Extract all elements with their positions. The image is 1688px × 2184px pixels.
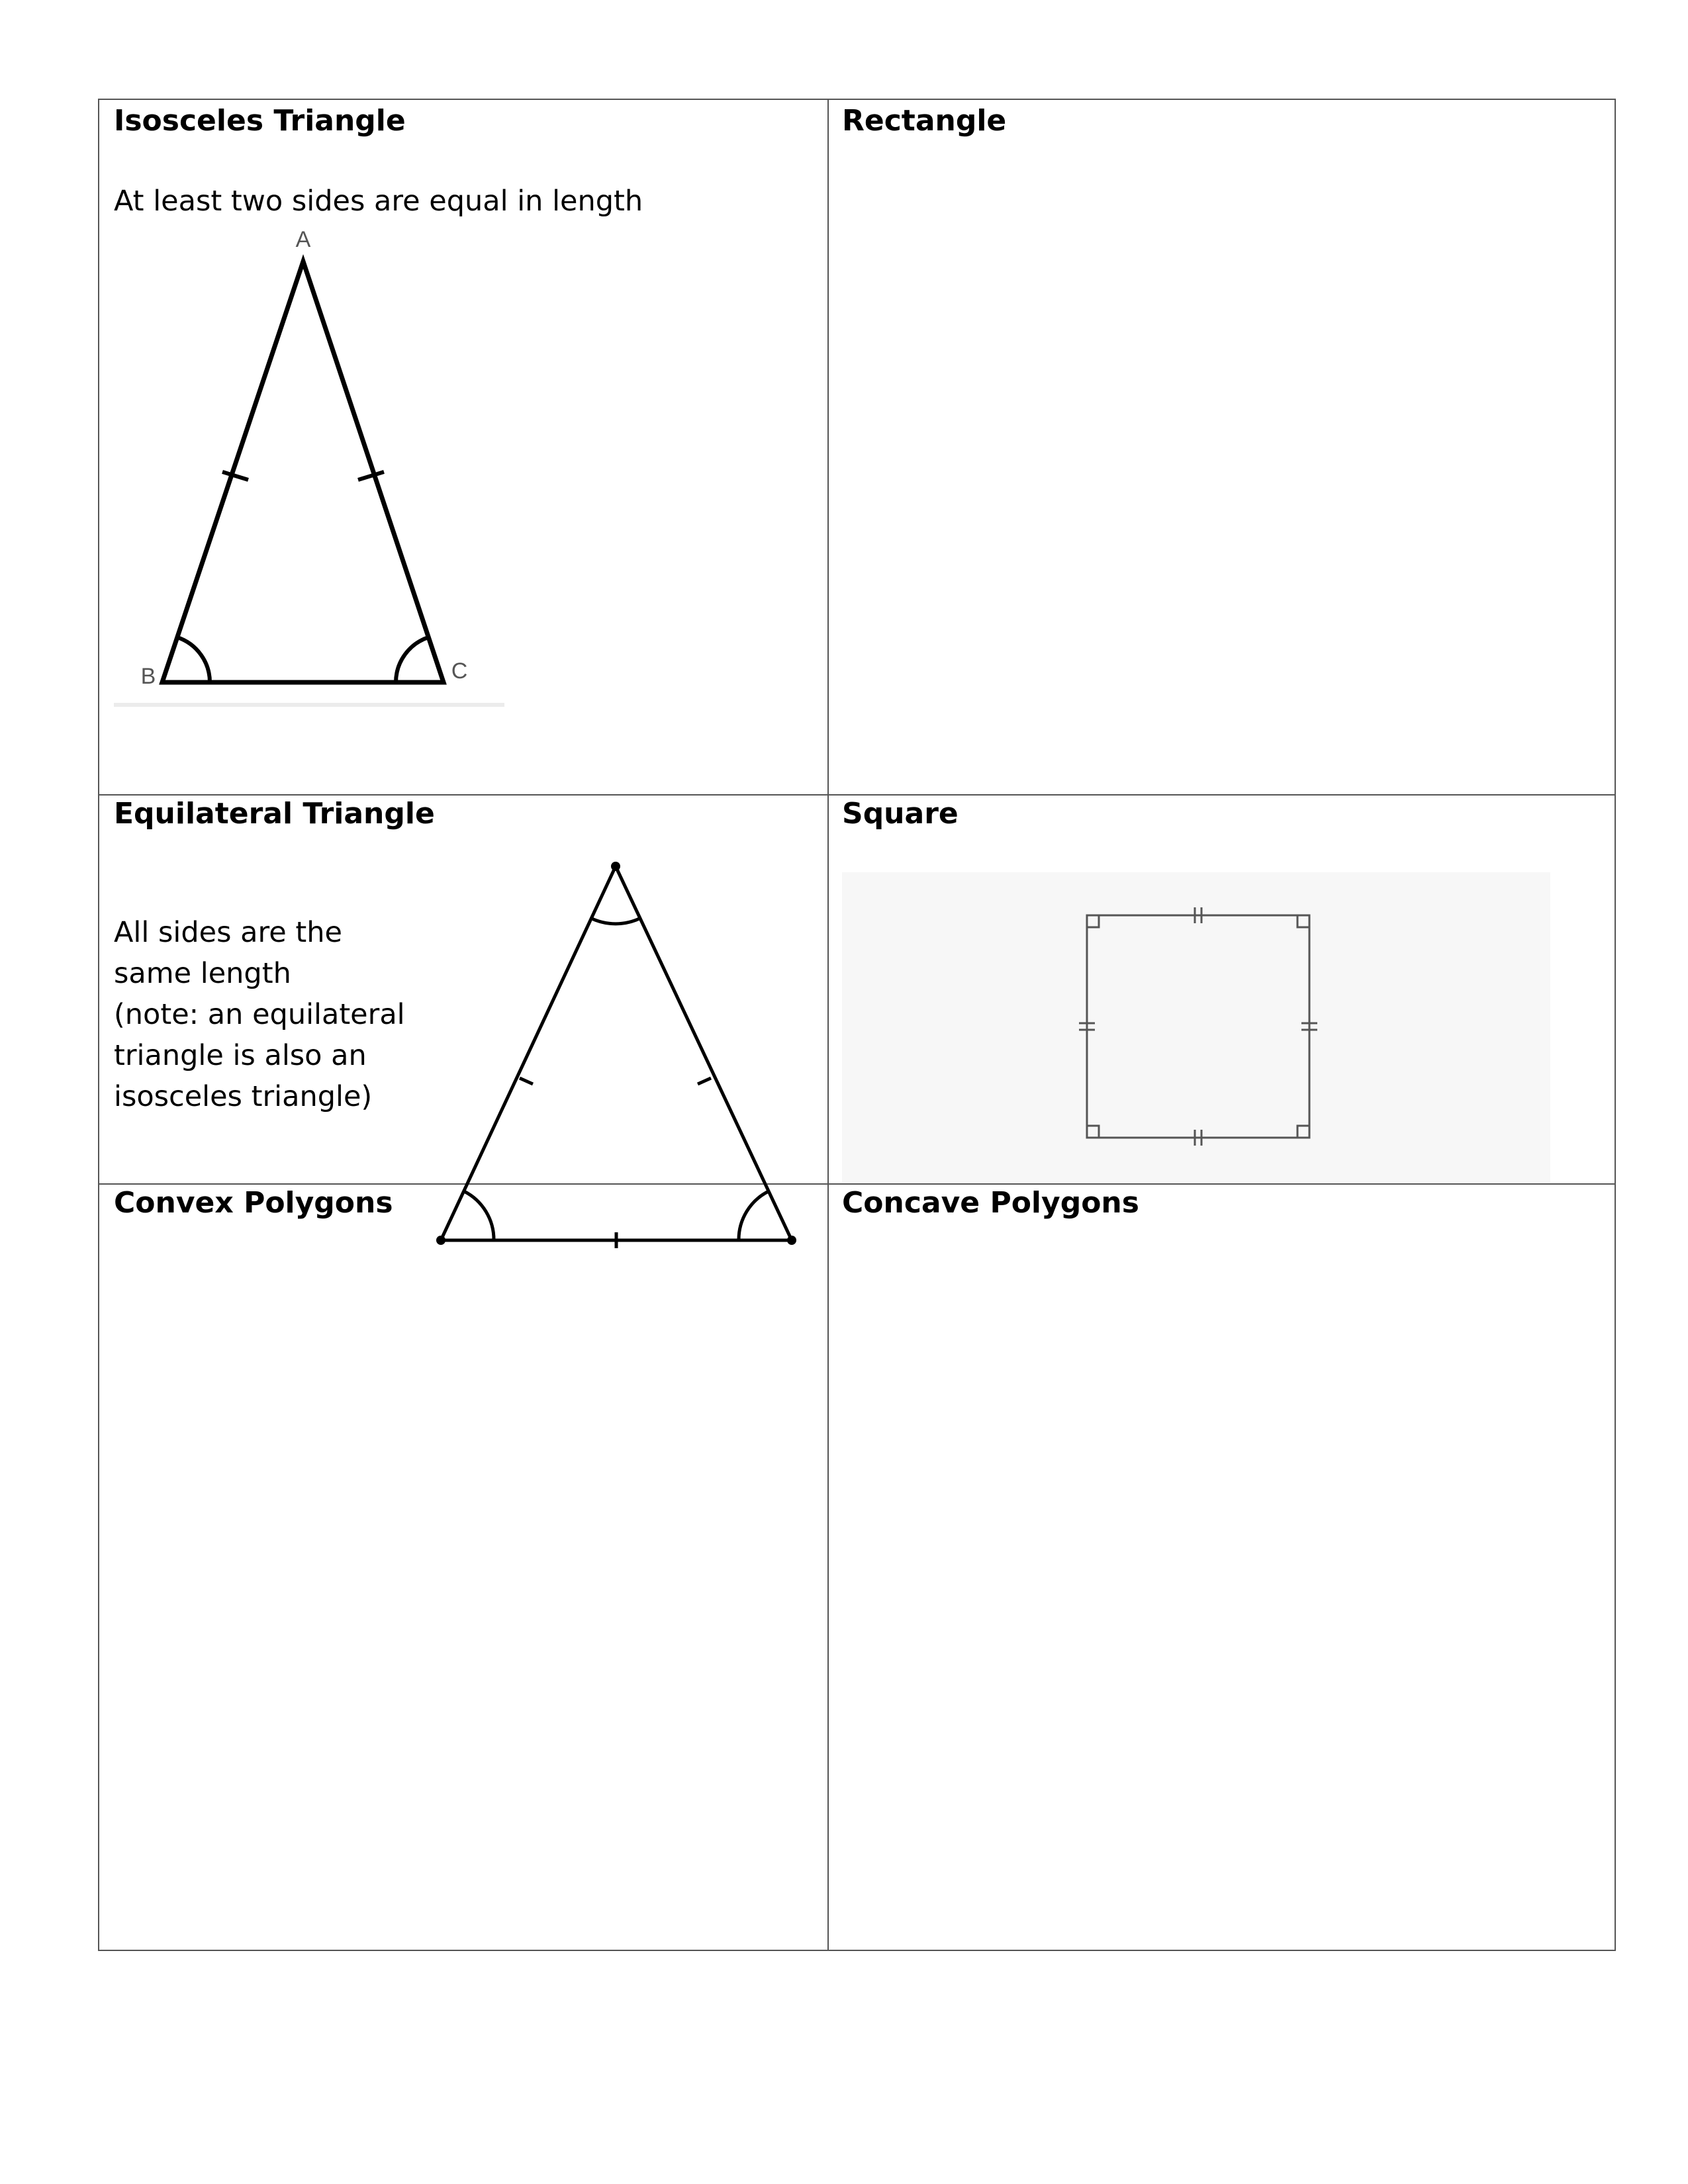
cell-equilateral-triangle [99, 796, 827, 1183]
convex-title: Convex Polygons [114, 1186, 393, 1220]
square-title: Square [842, 797, 959, 831]
shapes-table [98, 99, 1616, 1951]
cell-rectangle [829, 100, 1616, 794]
vertex-label-b: B [140, 664, 156, 689]
cell-convex-polygons [99, 1185, 827, 1951]
cell-isosceles-triangle [99, 100, 827, 794]
cell-square [829, 796, 1616, 1183]
concave-title: Concave Polygons [842, 1186, 1139, 1220]
isosceles-description: At least two sides are equal in length [114, 185, 643, 218]
equilateral-title: Equilateral Triangle [114, 797, 435, 831]
square-figure [829, 796, 1616, 1183]
equilateral-note: (note: an equilateral triangle is also an isosceles triangle) [114, 998, 405, 1113]
vertex-label-c: C [451, 659, 468, 684]
isosceles-triangle-figure [99, 100, 827, 794]
vertex-label-a: A [295, 227, 311, 252]
equilateral-triangle-figure [99, 796, 827, 1183]
isosceles-title: Isosceles Triangle [114, 104, 406, 138]
equilateral-description: All sides are the same length [114, 916, 342, 990]
cell-concave-polygons [829, 1185, 1616, 1951]
rectangle-title: Rectangle [842, 104, 1007, 138]
